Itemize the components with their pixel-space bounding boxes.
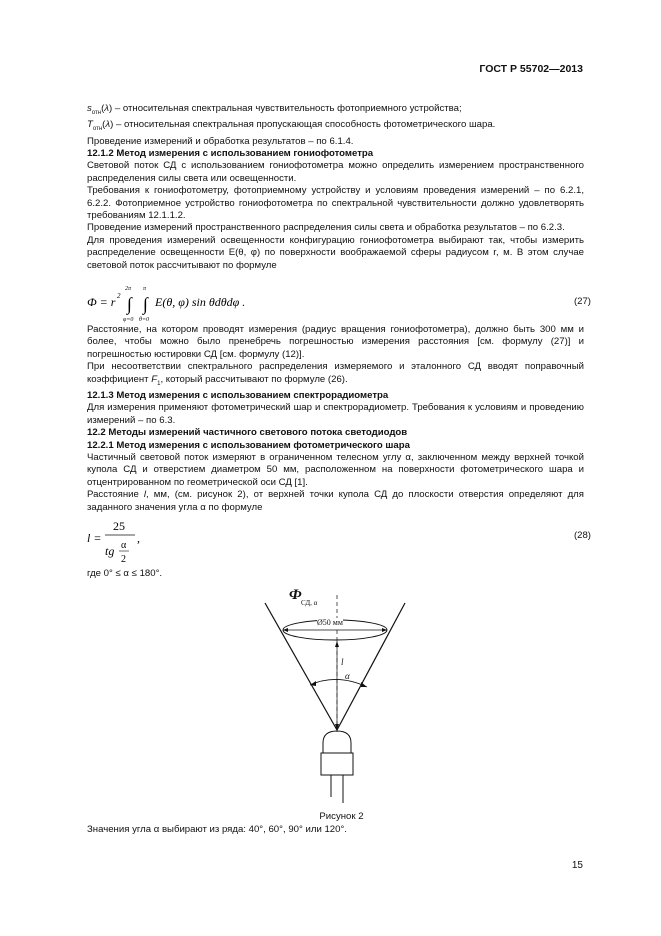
paragraph: Световой поток СД с использованием гониофотометра можно определить измерением пространственного распределения силы света или освещенности.: [87, 160, 584, 184]
svg-text:∫: ∫: [143, 294, 148, 314]
section-heading: 12.1.3 Метод измерения с использованием спектрорадиометра: [87, 389, 389, 401]
paragraph: При несоответствии спектрального распределения измеряемого и эталонного СД вводят поправочный коэффициент $F_1$, который рассчитывают по формуле (26).: [87, 361, 584, 387]
svg-text:θ=0: θ=0: [139, 317, 149, 323]
svg-text:,: ,: [137, 531, 140, 545]
section-heading: 12.2.1 Метод измерения с использованием фотометрического шара: [87, 439, 410, 451]
section-heading: 12.1.2 Метод измерения с использованием гониофотометра: [87, 148, 374, 160]
paragraph: Расстояние, на котором проводят измерения (радиус вращения гониофотометра), должно быть 300 мм и более, чтобы можно было пренебречь погрешностью измерения расстояния [см. формулу (27)] и погрешностью юстировки СД [см. формулу (12)].: [87, 324, 584, 360]
paragraph: Требования к гониофотометру, фотоприемному устройству и условиям проведения измерений – по 6.2.1, 6.2.2. Фотоприемное устройство гониофотометра по спектральной чувствительности должно удовлетворять требованиям 12.1.1.2.: [87, 185, 584, 222]
diameter-label: Ø50 мм: [317, 618, 343, 627]
document-header: ГОСТ Р 55702—2013: [479, 63, 583, 75]
svg-text:φ=0: φ=0: [123, 317, 134, 323]
text-block-top: [87, 103, 584, 272]
paragraph: Проведение измерений пространственного распределения силы света и обработка результатов – по 6.2.3.: [87, 222, 565, 234]
phi-subscript: СД, α: [301, 599, 318, 607]
svg-text:∫: ∫: [127, 294, 132, 314]
formula-27: [87, 284, 591, 324]
svg-text:2: 2: [117, 292, 121, 300]
text-block-middle: [87, 324, 584, 514]
definition-s: $s_{отн}(\lambda)$ – относительная спектральная чувствительность фотоприемного устройства;: [87, 103, 462, 116]
svg-text:l =: l =: [87, 531, 102, 545]
section-heading: 12.2 Методы измерений частичного светового потока светодиодов: [87, 427, 408, 439]
svg-text:E(θ, φ) sin θdθdφ .: E(θ, φ) sin θdθdφ .: [155, 295, 246, 309]
text-line: Проведение измерений и обработка результатов – по 6.1.4.: [87, 135, 354, 147]
paragraph: Для измерения применяют фотометрический шар и спектрорадиометр. Требования к условиям и проведению измерений – по 6.3.: [87, 402, 584, 426]
svg-text:tg: tg: [105, 544, 115, 558]
svg-text:25: 25: [113, 519, 125, 533]
paragraph: Расстояние l, мм, (см. рисунок 2), от верхней точки купола СД до плоскости отверстия определяют для заданного значения угла α по формуле: [87, 489, 584, 513]
definition-t: $T_{отн}(\lambda)$ – относительная спектральная пропускающая способность фотометрического шара.: [87, 119, 496, 133]
paragraph: Частичный световой поток измеряют в ограниченном телесном углу α, заключенном между верхней точкой купола СД и отверстием диаметром 50 мм, расположенном на поверхности фотометрического шара и отцентрированном по геометрической оси СД [1].: [87, 451, 584, 488]
equation-number: (28): [573, 530, 591, 541]
svg-text:π: π: [143, 286, 147, 292]
svg-text:2: 2: [121, 554, 126, 565]
svg-text:2π: 2π: [125, 286, 132, 292]
equation-number: (27): [573, 296, 591, 307]
alpha-label: α: [345, 671, 350, 681]
page-number: 15: [571, 860, 583, 871]
figure-caption: Рисунок 2: [319, 811, 364, 822]
last-line: Значения угла α выбирают из ряда: 40°, 60°, 90° или 120°.: [87, 824, 347, 835]
svg-text:Ф = r: Ф = r: [87, 295, 116, 309]
figure-2: [255, 585, 415, 805]
phi-label: Ф: [289, 587, 302, 603]
l-label: l: [341, 657, 344, 667]
formula-28: [87, 518, 591, 568]
svg-text:α: α: [121, 540, 127, 551]
condition-line: где 0° ≤ α ≤ 180°.: [87, 568, 163, 579]
paragraph: Для проведения измерений освещенности конфигурацию гониофотометра выбирают так, чтобы измерить распределение освещенности E(θ, φ) по поверхности воображаемой сферы радиусом r, м. В этом случае световой поток рассчитывают по формуле: [87, 234, 584, 271]
